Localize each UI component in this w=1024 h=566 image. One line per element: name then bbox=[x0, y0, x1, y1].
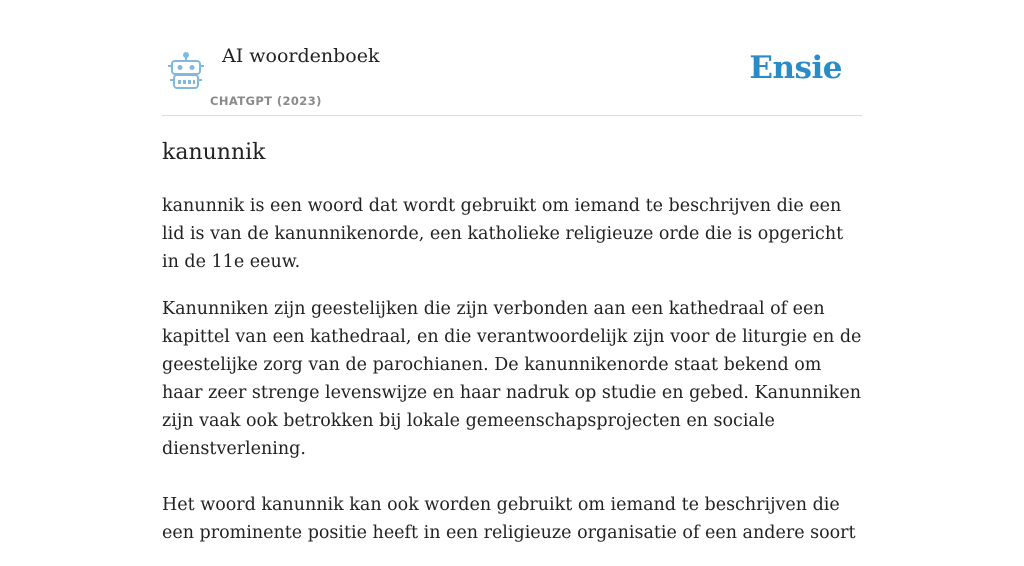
source-header bbox=[162, 0, 862, 116]
source-meta: CHATGPT (2023) bbox=[210, 94, 322, 108]
entry-term: kanunnik bbox=[162, 140, 266, 165]
page bbox=[162, 0, 862, 543]
definition-paragraph: kanunnik is een woord dat wordt gebruikt om iemand te beschrijven die een lid is van de kanunnikenorde, een katholieke religieuze orde die is opgericht in de 11e eeuw. bbox=[162, 196, 844, 272]
ensie-logo[interactable]: Ensie bbox=[749, 50, 842, 86]
source-name[interactable]: AI woordenboek bbox=[222, 45, 380, 67]
definition-paragraph: Het woord kanunnik kan ook worden gebruikt om iemand te beschrijven die een prominente positie heeft in een religieuze organisatie of een andere soort bbox=[162, 495, 856, 543]
robot-icon bbox=[166, 52, 206, 92]
definition-paragraph: Kanunniken zijn geestelijken die zijn verbonden aan een kathedraal of een kapittel van een kathedraal, en die verantwoordelijk zijn voor de liturgie en de geestelijke zorg van de parochianen. De kanunnikenorde staat bekend om haar zeer strenge levenswijze en haar nadruk op studie en gebed. Kanunniken zijn vaak ook betrokken bij lokale gemeenschapsprojecten en sociale dienstverlening. bbox=[162, 299, 862, 459]
entry-definition bbox=[162, 192, 862, 566]
